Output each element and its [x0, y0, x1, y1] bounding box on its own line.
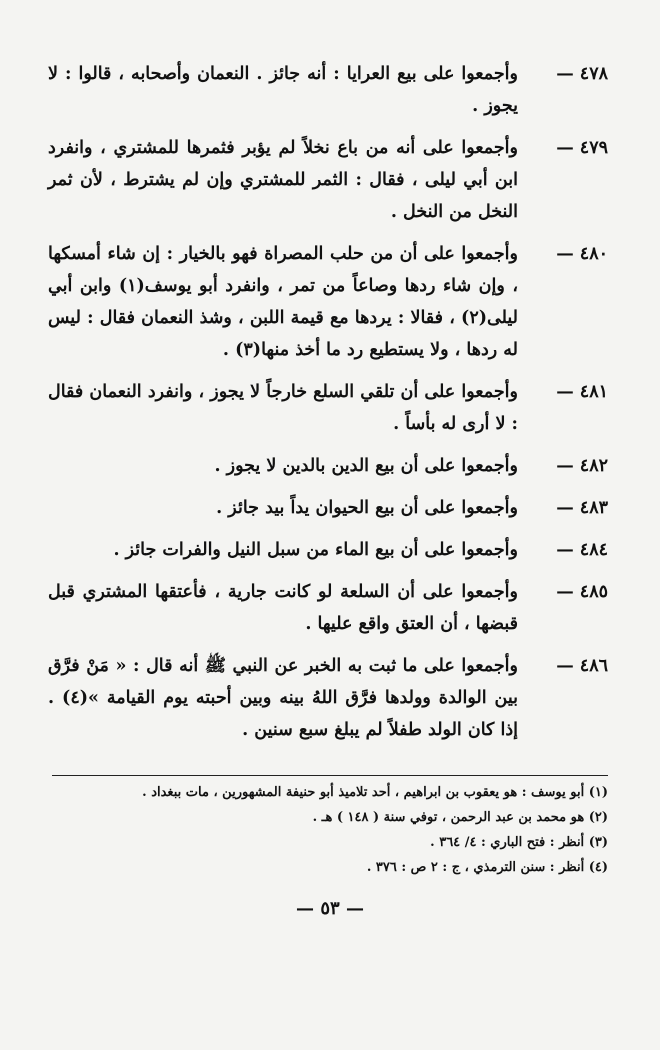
- entry-486: [48, 650, 608, 746]
- entry-number: ٤٧٩ —: [556, 138, 608, 158]
- footnote-3: (٣) أنظر : فتح الباري : ٤/ ٣٦٤ .: [430, 835, 608, 850]
- entry-number: ٤٨٤ —: [556, 540, 608, 560]
- entry-number: ٤٨٥ —: [556, 582, 608, 602]
- entry-text: وأجمعوا على بيع العرايا : أنه جائز . النعمان وأصحابه ، قالوا : لا يجوز .: [48, 64, 518, 116]
- page-number: — ٥٣ —: [296, 898, 364, 919]
- footnote-4: (٤) أنظر : سنن الترمذي ، ج : ٢ ص : ٣٧٦ .: [366, 860, 608, 875]
- entry-480: [48, 238, 608, 366]
- footnote-2: (٢) هو محمد بن عبد الرحمن ، توفي سنة ( ١٤٨ ) هـ .: [312, 810, 608, 825]
- entry-484: [48, 534, 608, 566]
- entry-text: وأجمعوا على أن بيع الحيوان يداً بيد جائز .: [216, 498, 518, 518]
- entry-number: ٤٨٠ —: [556, 244, 608, 264]
- entry-482: [48, 450, 608, 482]
- footnote-divider: [52, 775, 608, 776]
- entry-text: وأجمعوا على أن بيع الماء من سبل النيل والفرات جائز .: [113, 540, 518, 560]
- entry-481: [48, 376, 608, 440]
- entry-text: وأجمعوا على أن بيع الدين بالدين لا يجوز .: [214, 456, 518, 476]
- entry-number: ٤٨٢ —: [556, 456, 608, 476]
- entry-text: وأجمعوا على ما ثبت به الخبر عن النبي ﷺ أنه قال : « مَنْ فرَّق بين الوالدة وولدها فرَّق اللهُ بينه وبين أحبته يوم القيامة »(٤) . إذا كان الولد طفلاً لم يبلغ سبع سنين .: [48, 656, 518, 740]
- footnotes: [52, 780, 608, 880]
- entry-text: وأجمعوا على أنه من باع نخلاً لم يؤبر فثمرها للمشتري ، وانفرد ابن أبي ليلى ، فقال : الثمر للمشتري وإن لم يشترط ، لأن ثمر النخل من النخل .: [48, 138, 518, 222]
- entry-483: [48, 492, 608, 524]
- entry-text: وأجمعوا على أن تلقي السلع خارجاً لا يجوز ، وانفرد النعمان فقال : لا أرى له بأساً .: [48, 382, 518, 434]
- entry-text: وأجمعوا على أن من حلب المصراة فهو بالخيار : إن شاء أمسكها ، وإن شاء ردها وصاعاً من تمر ، وانفرد أبو يوسف(١) وابن أبي ليلى(٢) ، فقالا : يردها مع قيمة اللبن ، وشذ النعمان فقال : ليس له ردها ، ولا يستطيع رد ما أخذ منها(٣) .: [48, 244, 518, 360]
- footnote-1: (١) أبو يوسف : هو يعقوب بن ابراهيم ، أحد تلاميذ أبو حنيفة المشهورين ، مات ببغداد .: [142, 785, 608, 800]
- entry-number: ٤٨١ —: [556, 382, 608, 402]
- entry-478: [48, 58, 608, 122]
- entries-list: [48, 58, 608, 756]
- entry-number: ٤٧٨ —: [556, 64, 608, 84]
- entry-text: وأجمعوا على أن السلعة لو كانت جارية ، فأعتقها المشتري قبل قبضها ، أن العتق واقع عليها .: [48, 582, 518, 634]
- entry-number: ٤٨٦ —: [556, 656, 608, 676]
- entry-479: [48, 132, 608, 228]
- entry-number: ٤٨٣ —: [556, 498, 608, 518]
- entry-485: [48, 576, 608, 640]
